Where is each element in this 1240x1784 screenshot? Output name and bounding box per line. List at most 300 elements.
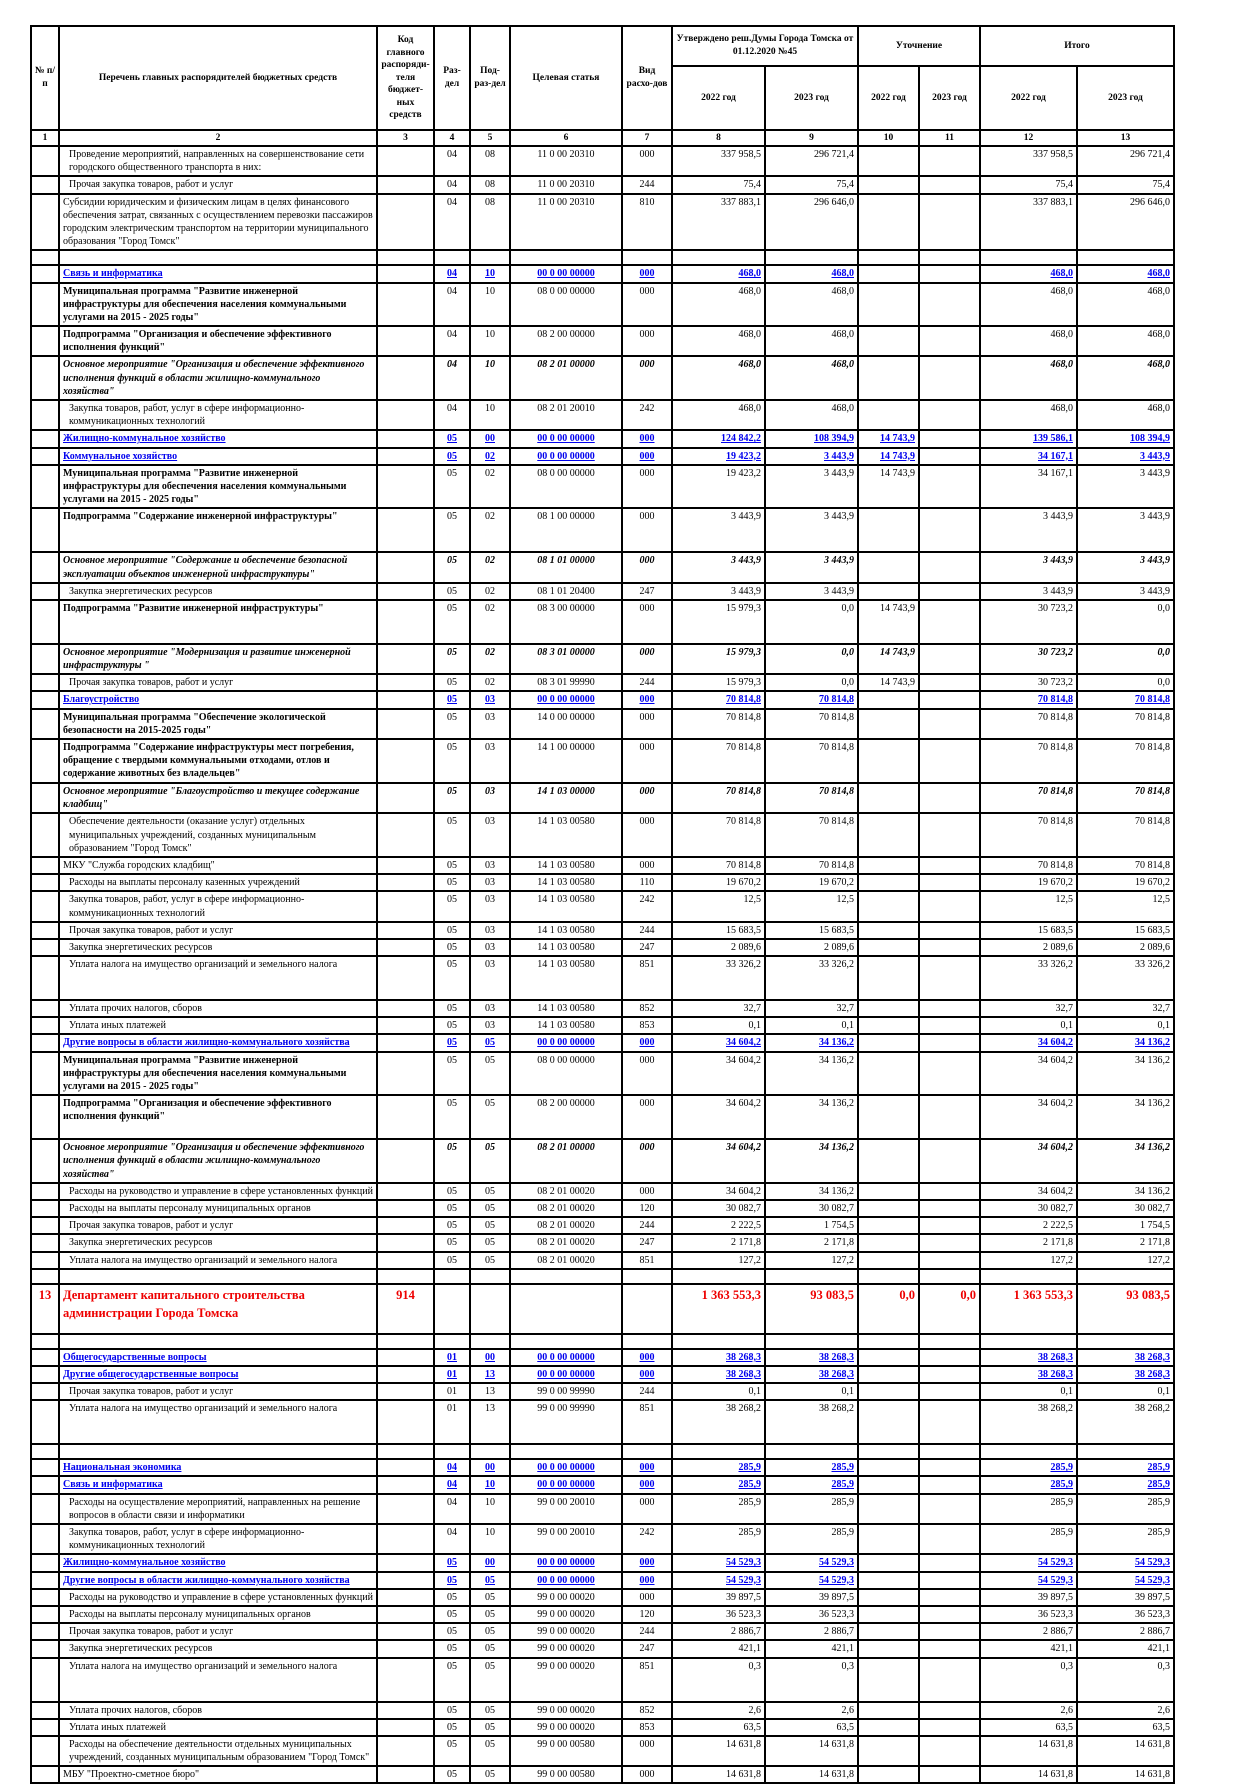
table-row — [31, 1589, 1174, 1606]
total-2023-cell: 0,0 — [1077, 644, 1174, 674]
table-row — [31, 644, 1174, 674]
table-row — [31, 1034, 1174, 1051]
approved-2023-cell: 54 529,3 — [765, 1554, 858, 1571]
row-number-cell — [31, 1623, 59, 1640]
razdel-cell: 05 — [434, 783, 470, 813]
table-row — [31, 465, 1174, 509]
approved-2022-cell: 2,6 — [672, 1702, 765, 1719]
row-number-cell — [31, 1524, 59, 1554]
adjustment-2022-cell: 14 743,9 — [858, 644, 919, 674]
adjustment-2023-cell — [919, 891, 980, 921]
adjustment-2022-cell — [858, 874, 919, 891]
row-number-cell — [31, 1200, 59, 1217]
razdel-cell: 04 — [434, 194, 470, 251]
adjustment-2022-cell — [858, 283, 919, 327]
target-article-cell: 14 1 03 00000 — [510, 783, 622, 813]
total-2022-cell: 30 723,2 — [980, 600, 1077, 644]
adjustment-2023-cell — [919, 1640, 980, 1657]
col-header-razdel: Раз-дел — [434, 26, 470, 130]
row-name-cell: Уплата прочих налогов, сборов — [59, 1000, 377, 1017]
row-name-cell: Общегосударственные вопросы — [59, 1349, 377, 1366]
expense-type-cell: 000 — [622, 1554, 672, 1571]
expense-type-cell: 000 — [622, 1459, 672, 1476]
spacer-cell — [765, 1444, 858, 1459]
adjustment-2022-cell — [858, 1349, 919, 1366]
grbs-code-cell — [377, 356, 434, 400]
target-article-cell: 99 0 00 00020 — [510, 1658, 622, 1702]
adjustment-2023-cell — [919, 1459, 980, 1476]
grbs-code-cell — [377, 1095, 434, 1139]
row-name-cell: Уплата налога на имущество организаций и земельного налога — [59, 1658, 377, 1702]
adjustment-2023-cell — [919, 1606, 980, 1623]
spacer-cell — [31, 1334, 59, 1349]
expense-type-cell: 247 — [622, 1640, 672, 1657]
table-row — [31, 739, 1174, 783]
adjustment-2023-cell — [919, 1494, 980, 1524]
total-2022-cell: 14 631,8 — [980, 1736, 1077, 1766]
total-2023-cell: 70 814,8 — [1077, 709, 1174, 739]
table-row — [31, 1719, 1174, 1736]
approved-2023-cell: 468,0 — [765, 356, 858, 400]
table-row — [31, 146, 1174, 176]
total-2022-cell: 2 886,7 — [980, 1623, 1077, 1640]
table-row — [31, 891, 1174, 921]
target-article-cell: 14 1 03 00580 — [510, 891, 622, 921]
spacer-cell — [470, 1444, 510, 1459]
adjustment-2022-cell — [858, 1000, 919, 1017]
approved-2023-cell: 70 814,8 — [765, 813, 858, 857]
podrazdel-cell: 05 — [470, 1095, 510, 1139]
total-2022-cell: 14 631,8 — [980, 1766, 1077, 1783]
spacer-cell — [377, 1444, 434, 1459]
grbs-code-cell — [377, 326, 434, 356]
razdel-cell: 05 — [434, 1572, 470, 1589]
expense-type-cell: 242 — [622, 891, 672, 921]
approved-2023-cell: 0,0 — [765, 644, 858, 674]
podrazdel-cell: 13 — [470, 1366, 510, 1383]
podrazdel-cell: 03 — [470, 1017, 510, 1034]
col-header-target: Целевая статья — [510, 26, 622, 130]
podrazdel-cell: 03 — [470, 739, 510, 783]
podrazdel-cell: 05 — [470, 1702, 510, 1719]
adjustment-2022-cell — [858, 1034, 919, 1051]
spacer-cell — [858, 1334, 919, 1349]
approved-2022-cell: 75,4 — [672, 176, 765, 193]
total-2022-cell: 34 604,2 — [980, 1034, 1077, 1051]
grbs-code-cell — [377, 1554, 434, 1571]
spacer-cell — [59, 250, 377, 265]
total-2023-cell: 14 631,8 — [1077, 1766, 1174, 1783]
adjustment-2022-cell — [858, 1554, 919, 1571]
total-2022-cell: 0,1 — [980, 1017, 1077, 1034]
approved-2023-cell: 421,1 — [765, 1640, 858, 1657]
razdel-cell: 05 — [434, 1623, 470, 1640]
approved-2023-cell: 2 886,7 — [765, 1623, 858, 1640]
total-2023-cell: 285,9 — [1077, 1494, 1174, 1524]
expense-type-cell: 000 — [622, 1494, 672, 1524]
row-name-cell: Благоустройство — [59, 691, 377, 708]
grbs-code-cell — [377, 857, 434, 874]
col-header-name: Перечень главных распорядителей бюджетных средств — [59, 26, 377, 130]
adjustment-2022-cell — [858, 1589, 919, 1606]
adjustment-2022-cell — [858, 1524, 919, 1554]
approved-2022-cell: 2 089,6 — [672, 939, 765, 956]
approved-2023-cell: 75,4 — [765, 176, 858, 193]
total-2022-cell: 32,7 — [980, 1000, 1077, 1017]
row-name-cell: Уплата иных платежей — [59, 1719, 377, 1736]
grbs-code-cell — [377, 600, 434, 644]
table-row — [31, 709, 1174, 739]
row-name-cell: Проведение мероприятий, направленных на совершенствование сети городского общественного транспорта в них: — [59, 146, 377, 176]
total-2022-cell: 39 897,5 — [980, 1589, 1077, 1606]
table-row — [31, 1139, 1174, 1183]
total-2023-cell: 70 814,8 — [1077, 691, 1174, 708]
row-number-cell — [31, 1658, 59, 1702]
target-article-cell: 08 2 01 20010 — [510, 400, 622, 430]
spacer-cell — [919, 1334, 980, 1349]
approved-2022-cell: 70 814,8 — [672, 857, 765, 874]
adjustment-2023-cell — [919, 508, 980, 552]
expense-type-cell: 000 — [622, 1766, 672, 1783]
target-article-cell: 08 2 01 00020 — [510, 1252, 622, 1269]
grbs-code-cell — [377, 1623, 434, 1640]
approved-2022-cell: 38 268,3 — [672, 1366, 765, 1383]
grbs-code-cell — [377, 448, 434, 465]
total-2023-cell: 93 083,5 — [1077, 1284, 1174, 1334]
table-row — [31, 956, 1174, 1000]
approved-2022-cell: 285,9 — [672, 1476, 765, 1493]
podrazdel-cell: 08 — [470, 146, 510, 176]
table-row — [31, 691, 1174, 708]
approved-2023-cell: 3 443,9 — [765, 552, 858, 582]
row-number-cell — [31, 874, 59, 891]
spacer-cell — [858, 1444, 919, 1459]
spacer-row — [31, 250, 1174, 265]
podrazdel-cell: 02 — [470, 448, 510, 465]
target-article-cell: 99 0 00 00020 — [510, 1640, 622, 1657]
razdel-cell: 04 — [434, 265, 470, 282]
target-article-cell: 08 2 01 00020 — [510, 1183, 622, 1200]
adjustment-2023-cell — [919, 430, 980, 447]
row-number-cell — [31, 1589, 59, 1606]
target-article-cell: 99 0 00 00020 — [510, 1623, 622, 1640]
spacer-cell — [622, 250, 672, 265]
adjustment-2022-cell — [858, 1200, 919, 1217]
adjustment-2022-cell — [858, 1658, 919, 1702]
razdel-cell: 04 — [434, 1494, 470, 1524]
total-2022-cell: 468,0 — [980, 283, 1077, 327]
row-name-cell: Национальная экономика — [59, 1459, 377, 1476]
row-number-cell — [31, 552, 59, 582]
adjustment-2023-cell — [919, 709, 980, 739]
approved-2022-cell: 39 897,5 — [672, 1589, 765, 1606]
expense-type-cell: 000 — [622, 1572, 672, 1589]
row-number-cell — [31, 939, 59, 956]
grbs-code-cell — [377, 1524, 434, 1554]
total-2023-cell: 38 268,3 — [1077, 1366, 1174, 1383]
total-2022-cell: 70 814,8 — [980, 709, 1077, 739]
row-number-cell — [31, 1554, 59, 1571]
total-2022-cell: 2,6 — [980, 1702, 1077, 1719]
row-name-cell: Основное мероприятие "Благоустройство и текущее содержание кладбищ" — [59, 783, 377, 813]
adjustment-2022-cell — [858, 265, 919, 282]
approved-2022-cell: 34 604,2 — [672, 1139, 765, 1183]
approved-2022-cell: 2 886,7 — [672, 1623, 765, 1640]
expense-type-cell: 000 — [622, 644, 672, 674]
row-number-cell — [31, 1766, 59, 1783]
podrazdel-cell: 05 — [470, 1719, 510, 1736]
target-article-cell: 99 0 00 99990 — [510, 1383, 622, 1400]
spacer-cell — [672, 1269, 765, 1284]
approved-2022-cell: 127,2 — [672, 1252, 765, 1269]
grbs-code-cell — [377, 1383, 434, 1400]
grbs-code-cell — [377, 1052, 434, 1096]
row-name-cell: Связь и информатика — [59, 265, 377, 282]
approved-2022-cell: 70 814,8 — [672, 709, 765, 739]
approved-2023-cell: 93 083,5 — [765, 1284, 858, 1334]
expense-type-cell: 000 — [622, 813, 672, 857]
approved-2022-cell: 468,0 — [672, 265, 765, 282]
podrazdel-cell: 02 — [470, 600, 510, 644]
table-row — [31, 1640, 1174, 1657]
column-number-row: 1 2 3 4 5 6 7 8 9 10 11 12 13 — [31, 130, 1174, 146]
spacer-cell — [672, 1334, 765, 1349]
total-2023-cell: 285,9 — [1077, 1476, 1174, 1493]
total-2023-cell: 34 136,2 — [1077, 1095, 1174, 1139]
year-header-approved-2023: 2023 год — [765, 66, 858, 130]
approved-2023-cell: 3 443,9 — [765, 465, 858, 509]
row-number-cell — [31, 283, 59, 327]
row-name-cell: Муниципальная программа "Развитие инженерной инфраструктуры для обеспечения населения коммунальными услугами на 2015 - 2025 годы" — [59, 465, 377, 509]
total-2022-cell: 36 523,3 — [980, 1606, 1077, 1623]
podrazdel-cell: 10 — [470, 356, 510, 400]
approved-2022-cell: 34 604,2 — [672, 1052, 765, 1096]
row-name-cell: Субсидии юридическим и физическим лицам в целях финансового обеспечения затрат, связанных с осуществлением перевозки пассажиров городским электрическим транспортом на территории муниципального образования "Город Томск" — [59, 194, 377, 251]
razdel-cell: 05 — [434, 1658, 470, 1702]
grbs-code-cell — [377, 1589, 434, 1606]
approved-2022-cell: 38 268,3 — [672, 1349, 765, 1366]
grbs-code-cell — [377, 922, 434, 939]
total-2022-cell: 33 326,2 — [980, 956, 1077, 1000]
total-2023-cell: 0,1 — [1077, 1017, 1174, 1034]
total-2022-cell: 139 586,1 — [980, 430, 1077, 447]
spacer-cell — [1077, 250, 1174, 265]
expense-type-cell: 000 — [622, 465, 672, 509]
grbs-code-cell — [377, 956, 434, 1000]
target-article-cell: 08 2 01 00000 — [510, 1139, 622, 1183]
razdel-cell: 01 — [434, 1400, 470, 1444]
total-2023-cell: 2,6 — [1077, 1702, 1174, 1719]
adjustment-2023-cell — [919, 465, 980, 509]
adjustment-2022-cell — [858, 1366, 919, 1383]
approved-2022-cell: 0,1 — [672, 1383, 765, 1400]
adjustment-2023-cell — [919, 956, 980, 1000]
target-article-cell: 00 0 00 00000 — [510, 1554, 622, 1571]
spacer-cell — [858, 1269, 919, 1284]
podrazdel-cell: 05 — [470, 1252, 510, 1269]
total-2022-cell: 2 089,6 — [980, 939, 1077, 956]
table-row — [31, 400, 1174, 430]
adjustment-2023-cell — [919, 1524, 980, 1554]
total-2023-cell: 54 529,3 — [1077, 1572, 1174, 1589]
row-number-cell — [31, 691, 59, 708]
grbs-code-cell — [377, 1719, 434, 1736]
adjustment-2023-cell — [919, 857, 980, 874]
razdel-cell: 05 — [434, 448, 470, 465]
approved-2023-cell: 2,6 — [765, 1702, 858, 1719]
approved-2022-cell: 285,9 — [672, 1459, 765, 1476]
total-2022-cell: 2 171,8 — [980, 1234, 1077, 1251]
razdel-cell: 04 — [434, 400, 470, 430]
row-number-cell — [31, 1217, 59, 1234]
spacer-cell — [622, 1444, 672, 1459]
target-article-cell: 14 1 03 00580 — [510, 874, 622, 891]
row-number-cell — [31, 644, 59, 674]
approved-2023-cell: 34 136,2 — [765, 1095, 858, 1139]
total-2022-cell: 3 443,9 — [980, 508, 1077, 552]
expense-type-cell: 000 — [622, 356, 672, 400]
spacer-cell — [919, 250, 980, 265]
table-row — [31, 1476, 1174, 1493]
expense-type-cell: 244 — [622, 176, 672, 193]
row-number-cell — [31, 448, 59, 465]
target-article-cell: 11 0 00 20310 — [510, 176, 622, 193]
total-2022-cell: 34 604,2 — [980, 1052, 1077, 1096]
target-article-cell: 08 2 01 00000 — [510, 356, 622, 400]
total-2023-cell: 30 082,7 — [1077, 1200, 1174, 1217]
row-number-cell — [31, 1139, 59, 1183]
spacer-cell — [434, 1334, 470, 1349]
podrazdel-cell: 10 — [470, 400, 510, 430]
adjustment-2022-cell — [858, 1459, 919, 1476]
spacer-cell — [377, 1269, 434, 1284]
podrazdel-cell: 05 — [470, 1589, 510, 1606]
spacer-cell — [980, 1334, 1077, 1349]
total-2023-cell: 34 136,2 — [1077, 1034, 1174, 1051]
row-name-cell: Основное мероприятие "Содержание и обеспечение безопасной эксплуатации объектов инженерной инфраструктуры" — [59, 552, 377, 582]
adjustment-2023-cell — [919, 1658, 980, 1702]
total-2022-cell: 30 082,7 — [980, 1200, 1077, 1217]
total-2023-cell: 296 646,0 — [1077, 194, 1174, 251]
approved-2022-cell: 70 814,8 — [672, 739, 765, 783]
approved-2022-cell: 468,0 — [672, 356, 765, 400]
razdel-cell: 05 — [434, 813, 470, 857]
adjustment-2022-cell — [858, 1095, 919, 1139]
adjustment-2022-cell — [858, 1640, 919, 1657]
approved-2023-cell: 1 754,5 — [765, 1217, 858, 1234]
adjustment-2023-cell — [919, 400, 980, 430]
podrazdel-cell: 05 — [470, 1183, 510, 1200]
table-row — [31, 265, 1174, 282]
approved-2023-cell: 285,9 — [765, 1524, 858, 1554]
adjustment-2022-cell — [858, 956, 919, 1000]
adjustment-2022-cell — [858, 356, 919, 400]
total-2023-cell: 285,9 — [1077, 1459, 1174, 1476]
razdel-cell: 05 — [434, 1095, 470, 1139]
total-2023-cell: 70 814,8 — [1077, 739, 1174, 783]
row-name-cell: Закупка энергетических ресурсов — [59, 1234, 377, 1251]
target-article-cell: 08 2 00 00000 — [510, 1095, 622, 1139]
row-name-cell: Расходы на выплаты персоналу муниципальных органов — [59, 1200, 377, 1217]
adjustment-2023-cell — [919, 448, 980, 465]
podrazdel-cell — [470, 1284, 510, 1334]
adjustment-2023-cell — [919, 1766, 980, 1783]
total-2023-cell: 0,0 — [1077, 600, 1174, 644]
total-2022-cell: 70 814,8 — [980, 691, 1077, 708]
adjustment-2023-cell — [919, 674, 980, 691]
target-article-cell: 08 2 00 00000 — [510, 326, 622, 356]
total-2022-cell: 0,3 — [980, 1658, 1077, 1702]
target-article-cell: 99 0 00 00020 — [510, 1702, 622, 1719]
podrazdel-cell: 02 — [470, 508, 510, 552]
total-2023-cell: 38 268,3 — [1077, 1349, 1174, 1366]
total-2022-cell: 421,1 — [980, 1640, 1077, 1657]
spacer-cell — [377, 1334, 434, 1349]
spacer-cell — [470, 250, 510, 265]
grbs-code-cell — [377, 194, 434, 251]
row-number-cell — [31, 1349, 59, 1366]
table-row — [31, 1200, 1174, 1217]
approved-2023-cell: 0,3 — [765, 1658, 858, 1702]
grbs-code-cell — [377, 1572, 434, 1589]
grbs-code-cell — [377, 1034, 434, 1051]
spacer-cell — [765, 1269, 858, 1284]
razdel-cell: 04 — [434, 283, 470, 327]
table-row — [31, 1572, 1174, 1589]
approved-2022-cell: 337 883,1 — [672, 194, 765, 251]
spacer-cell — [1077, 1269, 1174, 1284]
razdel-cell: 01 — [434, 1349, 470, 1366]
grbs-code-cell — [377, 583, 434, 600]
grbs-code-cell — [377, 1139, 434, 1183]
total-2022-cell: 30 723,2 — [980, 674, 1077, 691]
target-article-cell: 08 1 01 20400 — [510, 583, 622, 600]
razdel-cell: 05 — [434, 1034, 470, 1051]
table-row — [31, 194, 1174, 251]
adjustment-2022-cell — [858, 857, 919, 874]
row-number-cell — [31, 1494, 59, 1524]
grbs-code-cell — [377, 939, 434, 956]
total-2023-cell: 1 754,5 — [1077, 1217, 1174, 1234]
grbs-code-cell — [377, 1459, 434, 1476]
adjustment-2023-cell — [919, 813, 980, 857]
total-2022-cell: 12,5 — [980, 891, 1077, 921]
target-article-cell: 99 0 00 00020 — [510, 1719, 622, 1736]
table-row — [31, 600, 1174, 644]
podrazdel-cell: 00 — [470, 1349, 510, 1366]
adjustment-2023-cell — [919, 1572, 980, 1589]
expense-type-cell: 242 — [622, 400, 672, 430]
total-2023-cell: 33 326,2 — [1077, 956, 1174, 1000]
row-number-cell — [31, 1476, 59, 1493]
approved-2022-cell: 14 631,8 — [672, 1766, 765, 1783]
table-row — [31, 1702, 1174, 1719]
row-name-cell: Подпрограмма "Развитие инженерной инфраструктуры" — [59, 600, 377, 644]
spacer-cell — [510, 1269, 622, 1284]
approved-2023-cell: 127,2 — [765, 1252, 858, 1269]
target-article-cell: 08 0 00 00000 — [510, 1052, 622, 1096]
spacer-cell — [434, 250, 470, 265]
razdel-cell: 05 — [434, 1017, 470, 1034]
spacer-cell — [622, 1269, 672, 1284]
adjustment-2022-cell — [858, 552, 919, 582]
target-article-cell: 08 2 01 00020 — [510, 1200, 622, 1217]
table-row — [31, 1606, 1174, 1623]
row-name-cell: МБУ "Проектно-сметное бюро" — [59, 1766, 377, 1783]
total-2023-cell: 2 089,6 — [1077, 939, 1174, 956]
adjustment-2023-cell — [919, 1034, 980, 1051]
podrazdel-cell: 03 — [470, 891, 510, 921]
